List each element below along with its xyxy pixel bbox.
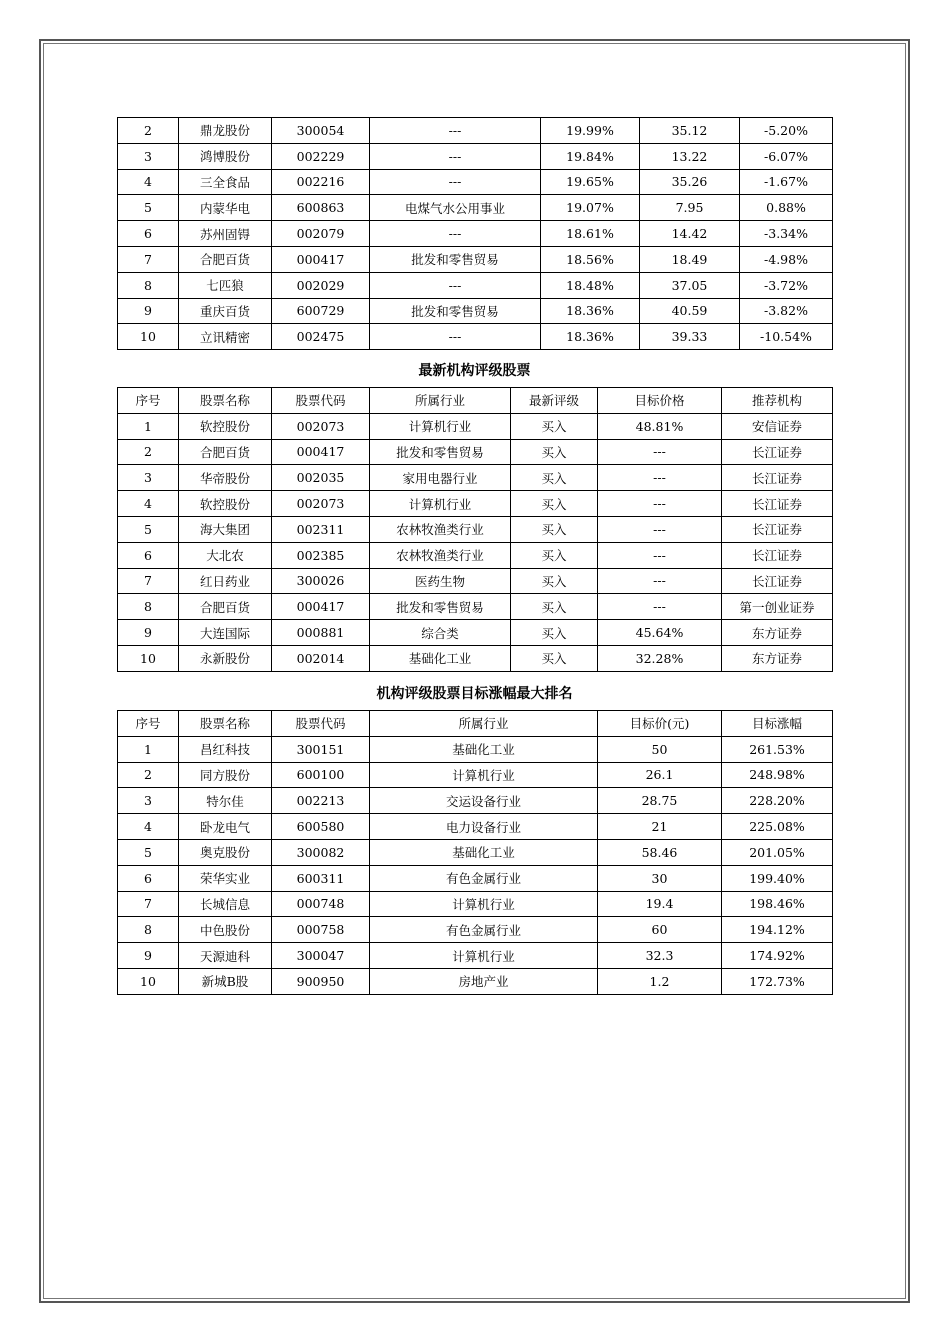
table-cell: 交运设备行业 — [370, 788, 598, 814]
table-cell: 5 — [118, 839, 179, 865]
table-cell: 002079 — [272, 221, 370, 247]
table-cell: 医药生物 — [370, 568, 511, 594]
table-cell: 买入 — [511, 516, 598, 542]
table-cell: 172.73% — [722, 968, 833, 994]
table-cell: 58.46 — [598, 839, 722, 865]
table-cell: 批发和零售贸易 — [370, 594, 511, 620]
table-cell: 2 — [118, 439, 179, 465]
column-header: 序号 — [118, 388, 179, 414]
table-cell: --- — [370, 169, 541, 195]
table-cell: 卧龙电气 — [179, 814, 272, 840]
table-cell: 综合类 — [370, 620, 511, 646]
table-cell: 买入 — [511, 439, 598, 465]
table-cell: 华帝股份 — [179, 465, 272, 491]
table-cell: 60 — [598, 917, 722, 943]
table-cell: 18.48% — [541, 272, 640, 298]
table-cell: --- — [370, 221, 541, 247]
table-cell: 50 — [598, 736, 722, 762]
table-cell: 002073 — [272, 491, 370, 517]
table-cell: 4 — [118, 814, 179, 840]
table-cell: 红日药业 — [179, 568, 272, 594]
table-cell: 21 — [598, 814, 722, 840]
table-cell: 荣华实业 — [179, 865, 272, 891]
table-cell: 18.36% — [541, 298, 640, 324]
table-cell: 买入 — [511, 620, 598, 646]
table-cell: 198.46% — [722, 891, 833, 917]
table-cell: 重庆百货 — [179, 298, 272, 324]
table-cell: --- — [370, 324, 541, 350]
table-cell: 000758 — [272, 917, 370, 943]
table-cell: 10 — [118, 645, 179, 671]
table-cell: 电煤气水公用事业 — [370, 195, 541, 221]
table-row — [118, 516, 833, 542]
latest-rating-table — [117, 387, 833, 672]
table-cell: 1 — [118, 413, 179, 439]
table-cell: 002385 — [272, 542, 370, 568]
table-cell: 大北农 — [179, 542, 272, 568]
table-cell: 14.42 — [640, 221, 740, 247]
table-cell: 6 — [118, 221, 179, 247]
table-row — [118, 814, 833, 840]
table-cell: -5.20% — [740, 118, 833, 144]
table-cell: 东方证券 — [722, 620, 833, 646]
table-row — [118, 246, 833, 272]
table-cell: 1 — [118, 736, 179, 762]
column-header: 目标价(元) — [598, 711, 722, 737]
table-cell: 18.36% — [541, 324, 640, 350]
table-cell: 有色金属行业 — [370, 865, 598, 891]
table-cell: 2 — [118, 762, 179, 788]
table-cell: 002475 — [272, 324, 370, 350]
table-cell: --- — [370, 272, 541, 298]
table-cell: 201.05% — [722, 839, 833, 865]
table-row — [118, 943, 833, 969]
table-cell: 300026 — [272, 568, 370, 594]
table-cell: 261.53% — [722, 736, 833, 762]
table-cell: 13.22 — [640, 143, 740, 169]
table-cell: 长城信息 — [179, 891, 272, 917]
table-cell: 电力设备行业 — [370, 814, 598, 840]
table-cell: 买入 — [511, 568, 598, 594]
table-cell: 002014 — [272, 645, 370, 671]
table-cell: --- — [598, 568, 722, 594]
table-cell: 长江证券 — [722, 516, 833, 542]
table-cell: 32.28% — [598, 645, 722, 671]
table-cell: 8 — [118, 594, 179, 620]
table-cell: 000881 — [272, 620, 370, 646]
ranking-table-continued — [117, 117, 833, 350]
table-row — [118, 298, 833, 324]
table-cell: 昌红科技 — [179, 736, 272, 762]
table-cell: 合肥百货 — [179, 439, 272, 465]
table-row — [118, 413, 833, 439]
table-row — [118, 736, 833, 762]
table-cell: 4 — [118, 491, 179, 517]
table-cell: 32.3 — [598, 943, 722, 969]
table-cell: 18.56% — [541, 246, 640, 272]
table-cell: 房地产业 — [370, 968, 598, 994]
table-cell: 长江证券 — [722, 465, 833, 491]
table-cell: 4 — [118, 169, 179, 195]
table-cell: 苏州固锝 — [179, 221, 272, 247]
table-row — [118, 762, 833, 788]
table-cell: 计算机行业 — [370, 491, 511, 517]
table-cell: --- — [598, 465, 722, 491]
latest-rating-title: 最新机构评级股票 — [418, 363, 531, 379]
table-cell: 立讯精密 — [179, 324, 272, 350]
table-cell: 19.99% — [541, 118, 640, 144]
table-row — [118, 865, 833, 891]
table-row — [118, 917, 833, 943]
table-cell: 东方证券 — [722, 645, 833, 671]
table-cell: 有色金属行业 — [370, 917, 598, 943]
table-cell: 合肥百货 — [179, 594, 272, 620]
table-cell: 海大集团 — [179, 516, 272, 542]
table-cell: 40.59 — [640, 298, 740, 324]
table-cell: 同方股份 — [179, 762, 272, 788]
table-cell: 批发和零售贸易 — [370, 298, 541, 324]
table-cell: 300047 — [272, 943, 370, 969]
table-cell: 600100 — [272, 762, 370, 788]
table-cell: 批发和零售贸易 — [370, 439, 511, 465]
table-cell: 002311 — [272, 516, 370, 542]
table-cell: 计算机行业 — [370, 943, 598, 969]
table-cell: -3.34% — [740, 221, 833, 247]
table-cell: 8 — [118, 272, 179, 298]
table-cell: 9 — [118, 298, 179, 324]
table-cell: 批发和零售贸易 — [370, 246, 541, 272]
table-cell: 19.65% — [541, 169, 640, 195]
table-cell: 300054 — [272, 118, 370, 144]
table-cell: --- — [370, 143, 541, 169]
table-cell: -3.82% — [740, 298, 833, 324]
column-header: 最新评级 — [511, 388, 598, 414]
table-cell: 000417 — [272, 439, 370, 465]
table-cell: 鸿博股份 — [179, 143, 272, 169]
column-header: 目标价格 — [598, 388, 722, 414]
table-cell: 39.33 — [640, 324, 740, 350]
table-cell: 300151 — [272, 736, 370, 762]
table-row — [118, 439, 833, 465]
table-cell: 长江证券 — [722, 491, 833, 517]
table-cell: --- — [598, 491, 722, 517]
table-row — [118, 195, 833, 221]
table-cell: --- — [598, 439, 722, 465]
table-row — [118, 465, 833, 491]
table-row — [118, 839, 833, 865]
table-cell: 3 — [118, 465, 179, 491]
table-cell: 37.05 — [640, 272, 740, 298]
table-cell: 002213 — [272, 788, 370, 814]
table-cell: 6 — [118, 865, 179, 891]
table-cell: 买入 — [511, 465, 598, 491]
table-cell: 48.81% — [598, 413, 722, 439]
table-cell: 长江证券 — [722, 568, 833, 594]
table-row — [118, 169, 833, 195]
table-row — [118, 594, 833, 620]
table-cell: 5 — [118, 195, 179, 221]
table-cell: 七匹狼 — [179, 272, 272, 298]
table-cell: 600580 — [272, 814, 370, 840]
table-row — [118, 143, 833, 169]
table-cell: 900950 — [272, 968, 370, 994]
table-cell: 000417 — [272, 246, 370, 272]
table-cell: 28.75 — [598, 788, 722, 814]
table-cell: 7 — [118, 568, 179, 594]
column-header: 所属行业 — [370, 711, 598, 737]
table-cell: 8 — [118, 917, 179, 943]
table-cell: 内蒙华电 — [179, 195, 272, 221]
table-row — [118, 968, 833, 994]
table-row — [118, 118, 833, 144]
table-row — [118, 645, 833, 671]
table-row — [118, 620, 833, 646]
table-cell: 300082 — [272, 839, 370, 865]
table-cell: 合肥百货 — [179, 246, 272, 272]
table-row — [118, 491, 833, 517]
table-cell: 3 — [118, 788, 179, 814]
table-cell: 600311 — [272, 865, 370, 891]
table-cell: 计算机行业 — [370, 891, 598, 917]
table-cell: 软控股份 — [179, 413, 272, 439]
table-cell: 特尔佳 — [179, 788, 272, 814]
table-cell: 计算机行业 — [370, 762, 598, 788]
table-row — [118, 221, 833, 247]
table-cell: 194.12% — [722, 917, 833, 943]
table-cell: 农林牧渔类行业 — [370, 516, 511, 542]
table-cell: 家用电器行业 — [370, 465, 511, 491]
table-cell: 永新股份 — [179, 645, 272, 671]
table-cell: 软控股份 — [179, 491, 272, 517]
table-cell: 9 — [118, 620, 179, 646]
table-cell: 买入 — [511, 542, 598, 568]
table-cell: 7.95 — [640, 195, 740, 221]
table-cell: -3.72% — [740, 272, 833, 298]
table-cell: 30 — [598, 865, 722, 891]
table-row — [118, 542, 833, 568]
table-cell: 计算机行业 — [370, 413, 511, 439]
table-cell: 18.61% — [541, 221, 640, 247]
table-cell: --- — [370, 118, 541, 144]
table-cell: 18.49 — [640, 246, 740, 272]
table-cell: 19.84% — [541, 143, 640, 169]
table-cell: 7 — [118, 891, 179, 917]
table-row — [118, 324, 833, 350]
table-cell: 大连国际 — [179, 620, 272, 646]
table-cell: 天源迪科 — [179, 943, 272, 969]
table-cell: --- — [598, 542, 722, 568]
table-cell: 002029 — [272, 272, 370, 298]
table-cell: 安信证券 — [722, 413, 833, 439]
table-cell: 鼎龙股份 — [179, 118, 272, 144]
table-cell: 中色股份 — [179, 917, 272, 943]
column-header: 股票名称 — [179, 711, 272, 737]
table-cell: 基础化工业 — [370, 839, 598, 865]
table-cell: 1.2 — [598, 968, 722, 994]
column-header: 推荐机构 — [722, 388, 833, 414]
table-header-row — [118, 711, 833, 737]
table-cell: 19.07% — [541, 195, 640, 221]
target-gain-ranking-table — [117, 710, 833, 995]
column-header: 目标涨幅 — [722, 711, 833, 737]
column-header: 股票名称 — [179, 388, 272, 414]
table-row — [118, 568, 833, 594]
table-cell: 买入 — [511, 645, 598, 671]
table-cell: 225.08% — [722, 814, 833, 840]
table-cell: --- — [598, 594, 722, 620]
table-cell: 45.64% — [598, 620, 722, 646]
table-cell: 0.88% — [740, 195, 833, 221]
table-cell: 228.20% — [722, 788, 833, 814]
table-cell: 5 — [118, 516, 179, 542]
table-cell: 第一创业证券 — [722, 594, 833, 620]
table-row — [118, 788, 833, 814]
table-cell: 长江证券 — [722, 439, 833, 465]
table-cell: 248.98% — [722, 762, 833, 788]
table-cell: 19.4 — [598, 891, 722, 917]
table-cell: 农林牧渔类行业 — [370, 542, 511, 568]
table-cell: 基础化工业 — [370, 736, 598, 762]
table-cell: 9 — [118, 943, 179, 969]
table-cell: 26.1 — [598, 762, 722, 788]
table-cell: 35.12 — [640, 118, 740, 144]
table-cell: 6 — [118, 542, 179, 568]
column-header: 序号 — [118, 711, 179, 737]
table-cell: 10 — [118, 968, 179, 994]
table-row — [118, 891, 833, 917]
column-header: 所属行业 — [370, 388, 511, 414]
column-header: 股票代码 — [272, 388, 370, 414]
table-cell: -10.54% — [740, 324, 833, 350]
table-cell: 600729 — [272, 298, 370, 324]
table-cell: 3 — [118, 143, 179, 169]
table-cell: 600863 — [272, 195, 370, 221]
table-cell: 174.92% — [722, 943, 833, 969]
target-gain-ranking-title: 机构评级股票目标涨幅最大排名 — [376, 686, 573, 702]
table-cell: 长江证券 — [722, 542, 833, 568]
table-cell: 基础化工业 — [370, 645, 511, 671]
table-cell: --- — [598, 516, 722, 542]
table-cell: -4.98% — [740, 246, 833, 272]
table-cell: 买入 — [511, 594, 598, 620]
table-cell: 买入 — [511, 413, 598, 439]
table-cell: 奥克股份 — [179, 839, 272, 865]
table-cell: 000417 — [272, 594, 370, 620]
table-cell: 三全食品 — [179, 169, 272, 195]
table-cell: 35.26 — [640, 169, 740, 195]
table-cell: 2 — [118, 118, 179, 144]
table-cell: 7 — [118, 246, 179, 272]
table-cell: -1.67% — [740, 169, 833, 195]
column-header: 股票代码 — [272, 711, 370, 737]
table-cell: 新城B股 — [179, 968, 272, 994]
table-cell: 002229 — [272, 143, 370, 169]
table-cell: 000748 — [272, 891, 370, 917]
table-cell: 买入 — [511, 491, 598, 517]
table-cell: 10 — [118, 324, 179, 350]
table-cell: 002073 — [272, 413, 370, 439]
table-cell: 002216 — [272, 169, 370, 195]
table-cell: 199.40% — [722, 865, 833, 891]
table-cell: -6.07% — [740, 143, 833, 169]
table-cell: 002035 — [272, 465, 370, 491]
table-header-row — [118, 388, 833, 414]
table-row — [118, 272, 833, 298]
